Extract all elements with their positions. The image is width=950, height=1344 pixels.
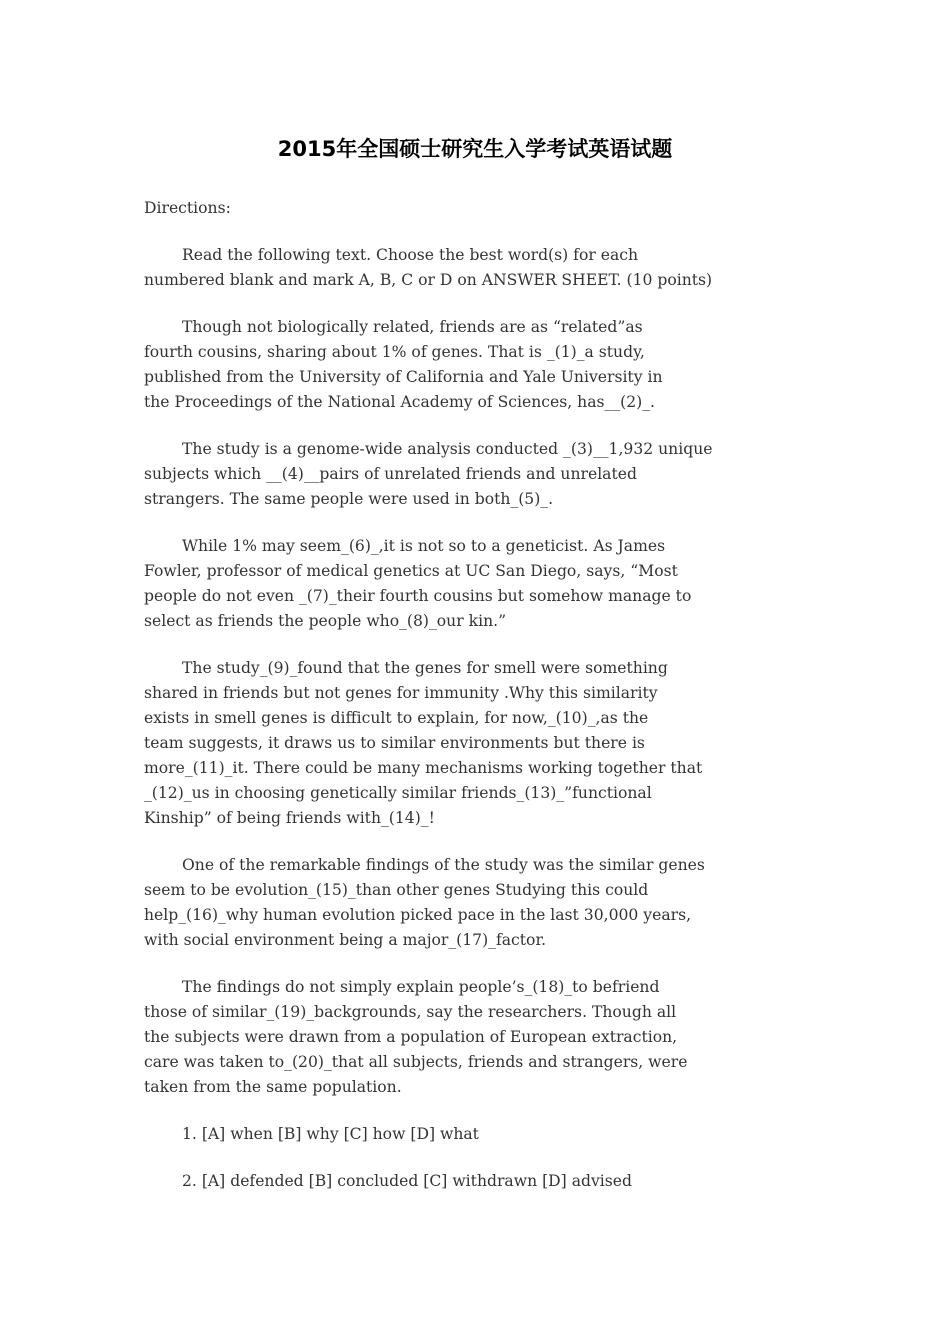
passage-paragraph-4: The study_(9)_found that the genes for smell were something shared in friends but not genes for immunity .Why this similarity exists in smell genes is difficult to explain, for now,_(10)_,as the team suggests, it draws us to similar environments but there is more_(11)_it. There could be many mechanisms working together that _(12)_us in choosing genetically similar friends_(13)_”functional Kinship” of being friends with_(14)_! <box>144 659 703 827</box>
passage-paragraph-5: One of the remarkable findings of the study was the similar genes seem to be evolution_(15)_than other genes Studying this could help_(16)_why human evolution picked pace in the last 30,000 years, with social environment being a major_(17)_factor. <box>144 856 705 949</box>
passage-paragraph-1: Though not biologically related, friends are as “related”as fourth cousins, sharing about 1% of genes. That is _(1)_a study, published from the University of California and Yale University in the Proceedings of the National Academy of Sciences, has__(2)_. <box>144 318 663 411</box>
passage-paragraph-6: The findings do not simply explain people’s_(18)_to befriend those of similar_(19)_backgrounds, say the researchers. Though all the subjects were drawn from a population of European extraction, care was taken to_(20)_that all subjects, friends and strangers, were taken from the same population. <box>144 978 688 1096</box>
question-option-1: 1. [A] when [B] why [C] how [D] what <box>182 1125 479 1143</box>
directions-label: Directions: <box>144 199 231 217</box>
exam-text <box>144 196 824 1216</box>
passage-paragraph-2: The study is a genome-wide analysis conducted _(3)__1,932 unique subjects which __(4)__pairs of unrelated friends and unrelated strangers. The same people were used in both_(5)_. <box>144 440 713 508</box>
directions-paragraph: Read the following text. Choose the best word(s) for each numbered blank and mark A, B, C or D on ANSWER SHEET. (10 points) <box>144 246 713 289</box>
question-option-2: 2. [A] defended [B] concluded [C] withdrawn [D] advised <box>182 1172 632 1190</box>
page-title: 2015年全国硕士研究生入学考试英语试题 <box>277 137 673 161</box>
passage-paragraph-3: While 1% may seem_(6)_,it is not so to a geneticist. As James Fowler, professor of medical genetics at UC San Diego, says, “Most people do not even _(7)_their fourth cousins but somehow manage to select as friends the people who_(8)_our kin.” <box>144 537 692 630</box>
